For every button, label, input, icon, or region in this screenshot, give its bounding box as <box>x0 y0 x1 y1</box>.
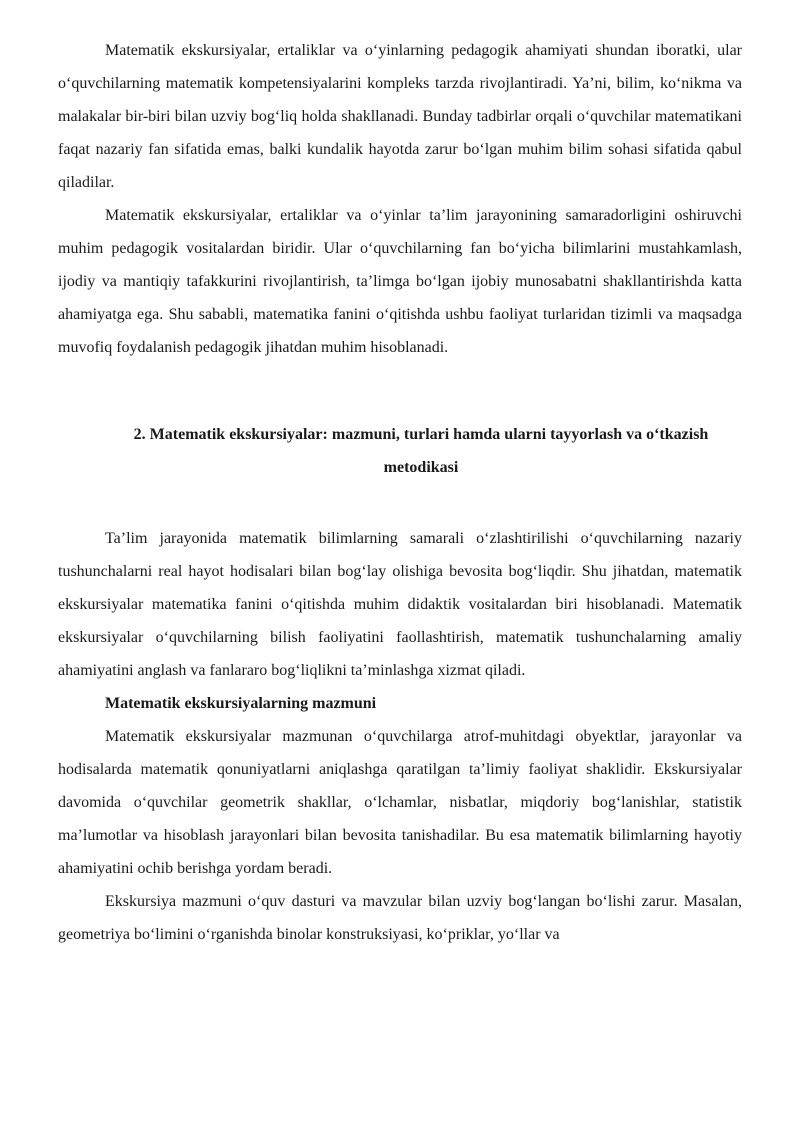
paragraph-intro: Ta’lim jarayonida matematik bilimlarning samarali o‘zlashtirilishi o‘quvchilarning nazariy tushunchalarni real hayot hodisalari bilan bog‘lay olishiga bevosita bog‘liqdir. Shu jihatdan, matematik ekskursiyalar matematika fanini o‘qitishda muhim didaktik vositalardan biri hisoblanadi. Matematik ekskursiyalar o‘quvchilarning bilish faoliyatini faollashtirish, matematik tushunchalarning amaliy ahamiyatini anglash va fanlararo bog‘liqlikni ta’minlashga xizmat qiladi. <box>58 530 742 679</box>
paragraph-pedagogical-significance: Matematik ekskursiyalar, ertaliklar va o‘yinlarning pedagogik ahamiyati shundan iboratki, ular o‘quvchilarning matematik kompetensiyalarini kompleks tarzda rivojlantiradi. Ya’ni, bilim, ko‘nikma va malakalar bir-biri bilan uzviy bog‘liq holda shakllanadi. Bunday tadbirlar orqali o‘quvchilar matematikani faqat nazariy fan sifatida emas, balki kundalik hayotda zarur bo‘lgan muhim bilim sohasi sifatida qabul qiladilar. <box>58 42 742 191</box>
section-title: 2. Matematik ekskursiyalar: mazmuni, turlari hamda ularni tayyorlash va o‘tkazish metodikasi <box>133 426 709 476</box>
paragraph-content: Matematik ekskursiyalar mazmunan o‘quvchilarga atrof-muhitdagi obyektlar, jarayonlar va hodisalarda matematik qonuniyatlarni aniqlashga qaratilgan ta’limiy faoliyat shaklidir. Ekskursiyalar davomida o‘quvchilar geometrik shakllar, o‘lchamlar, nisbatlar, miqdoriy bog‘lanishlar, statistik ma’lumotlar va hisoblash jarayonlari bilan bevosita tanishadilar. Bu esa matematik bilimlarning hayotiy ahamiyatini ochib berishga yordam beradi. <box>58 728 742 877</box>
subheading-content: Matematik ekskursiyalarning mazmuni <box>105 695 377 712</box>
document-page <box>58 34 742 951</box>
paragraph-last: Ekskursiya mazmuni o‘quv dasturi va mavzular bilan uzviy bog‘langan bo‘lishi zarur. Masalan, geometriya bo‘limini o‘rganishda binolar konstruksiyasi, ko‘priklar, yo‘llar va <box>58 893 742 943</box>
paragraph-pedagogical-tools: Matematik ekskursiyalar, ertaliklar va o‘yinlar ta’lim jarayonining samaradorligini oshiruvchi muhim pedagogik vositalardan biridir. Ular o‘quvchilarning fan bo‘yicha bilimlarini mustahkamlash, ijodiy va mantiqiy tafakkurini rivojlantirish, ta’limga bo‘lgan ijobiy munosabatni shakllantirishda katta ahamiyatga ega. Shu sababli, matematika fanini o‘qitishda ushbu faoliyat turlaridan tizimli va maqsadga muvofiq foydalanish pedagogik jihatdan muhim hisoblanadi. <box>58 207 742 356</box>
